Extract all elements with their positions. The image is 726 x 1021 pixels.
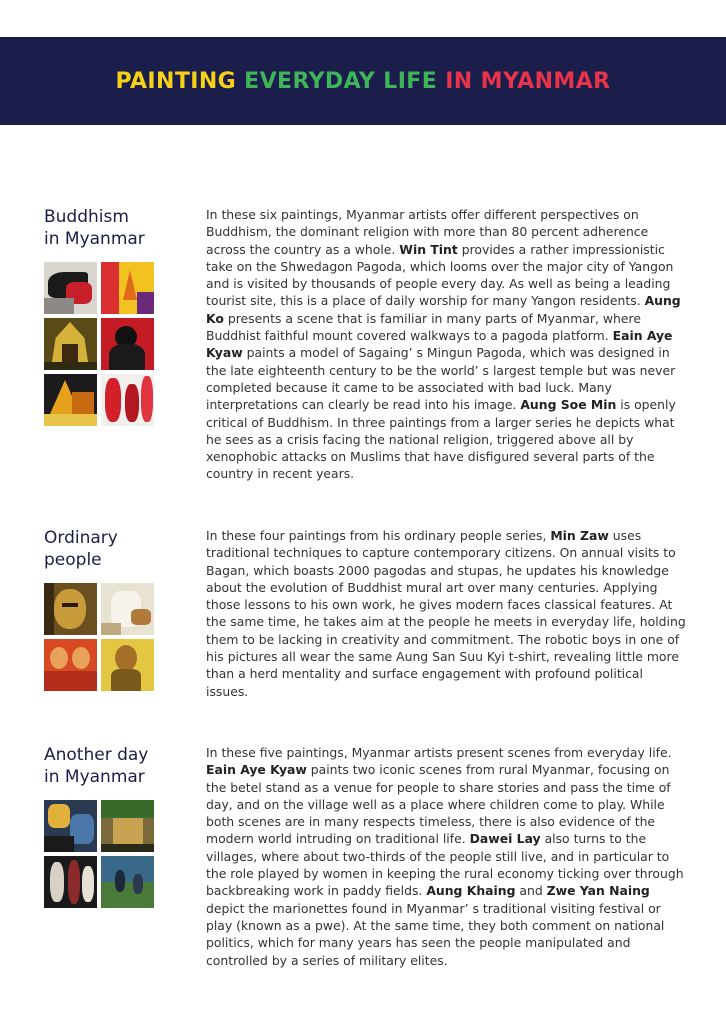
thumbnail-grid [44,800,154,908]
title-banner [0,37,726,125]
section-heading: Buddhism in Myanmar [44,207,145,249]
thumbnail-painting[interactable] [44,374,97,426]
thumbnail-painting[interactable] [101,856,154,908]
section-body [206,206,686,483]
body-text: In these five paintings, Myanmar artists present scenes from everyday life. [206,745,672,760]
body-text: and [515,883,547,899]
artist-name: Zwe Yan Naing [546,883,650,899]
artist-name: Aung Khaing [426,883,516,899]
body-text: paints two iconic scenes from rural Myanmar, focusing on the betel stand as a venue for people to share stories and pass the time of day, and on the village well as a place where children come to play. While both scenes are in many respects timeless, there is also evidence of the modern world intruding on traditional life. [206,762,671,847]
thumbnail-grid [44,583,154,691]
section-heading: Another day in Myanmar [44,745,149,787]
artist-name: Aung Ko [206,293,681,326]
page-title [116,69,611,94]
thumbnail-painting[interactable] [44,800,97,852]
artist-name: Eain Aye Kyaw [206,762,307,778]
artist-name: Win Tint [399,241,458,257]
artist-name: Eain Aye Kyaw [206,328,673,361]
thumbnail-painting[interactable] [101,318,154,370]
thumbnail-grid [44,262,154,426]
thumbnail-painting[interactable] [101,583,154,635]
title-part-in-myanmar: IN MYANMAR [445,68,611,94]
thumbnail-painting[interactable] [44,318,97,370]
section-body [206,527,686,700]
body-text: In these four paintings from his ordinary people series, [206,528,551,543]
artist-name: Dawei Lay [469,831,541,847]
thumbnail-painting[interactable] [44,639,97,691]
thumbnail-painting[interactable] [44,262,97,314]
section-heading: Ordinary people [44,528,118,570]
body-text: provides a rather impressionistic take on the Shwedagon Pagoda, which looms over the major city of Yangon and is visited by thousands of people every day. As well as being a leading tourist site, this is a place of daily worship for many Yangon residents. [206,241,674,309]
artist-name: Aung Soe Min [520,397,617,413]
thumbnail-painting[interactable] [44,583,97,635]
body-text: uses traditional techniques to capture contemporary citizens. On annual visits to Bagan, which boasts 2000 pagodas and stupas, he updates his knowledge about the evolution of Buddhist mural art over many centuries. Applying those lessons to his own work, he gives modern faces classical features. At the same time, he takes aim at the people he meets in everyday life, holding them to be lacking in creativity and commitment. The robotic boys in one of his pictures all wear the same Aung San Suu Kyi t-shirt, revealing little more than a herd mentality and surface engagement with profound political issues. [206,528,686,699]
body-text: also turns to the villages, where about two-thirds of the people still live, and in particular to the role played by women in keeping the rural economy ticking over through backbreaking work in paddy fields. [206,831,684,899]
thumbnail-painting[interactable] [101,800,154,852]
thumbnail-painting[interactable] [44,856,97,908]
body-text: presents a scene that is familiar in many parts of Myanmar, where Buddhist faithful mount covered walkways to a pagoda platform. [206,310,641,344]
body-text: In these six paintings, Myanmar artists offer different perspectives on Buddhism, the dominant religion with more than 80 percent adherence across the country as a whole. [206,207,649,257]
thumbnail-painting[interactable] [101,639,154,691]
thumbnail-painting[interactable] [101,262,154,314]
title-part-everyday-life: EVERYDAY LIFE [244,68,438,94]
artist-name: Min Zaw [550,528,609,543]
section-body [206,744,686,969]
body-text: depict the marionettes found in Myanmar’ s traditional visiting festival or play (known as a pwe). At the same time, they both comment on national politics, which for many years has seen the people manipulated and controlled by a series of military elites. [206,900,665,968]
body-text: paints a model of Sagaing’ s Mingun Pagoda, which was designed in the late eighteenth century to be the world’ s largest temple but was never completed because it came to be associated with bad luck. Many interpretations can clearly be read into his image. [206,345,676,413]
body-text: is openly critical of Buddhism. In three paintings from a larger series he depicts what he sees as a crisis facing the national religion, triggered above all by xenophobic attacks on Muslims that have disfigured several parts of the country in recent years. [206,397,676,482]
thumbnail-painting[interactable] [101,374,154,426]
title-part-painting: PAINTING [115,68,237,94]
